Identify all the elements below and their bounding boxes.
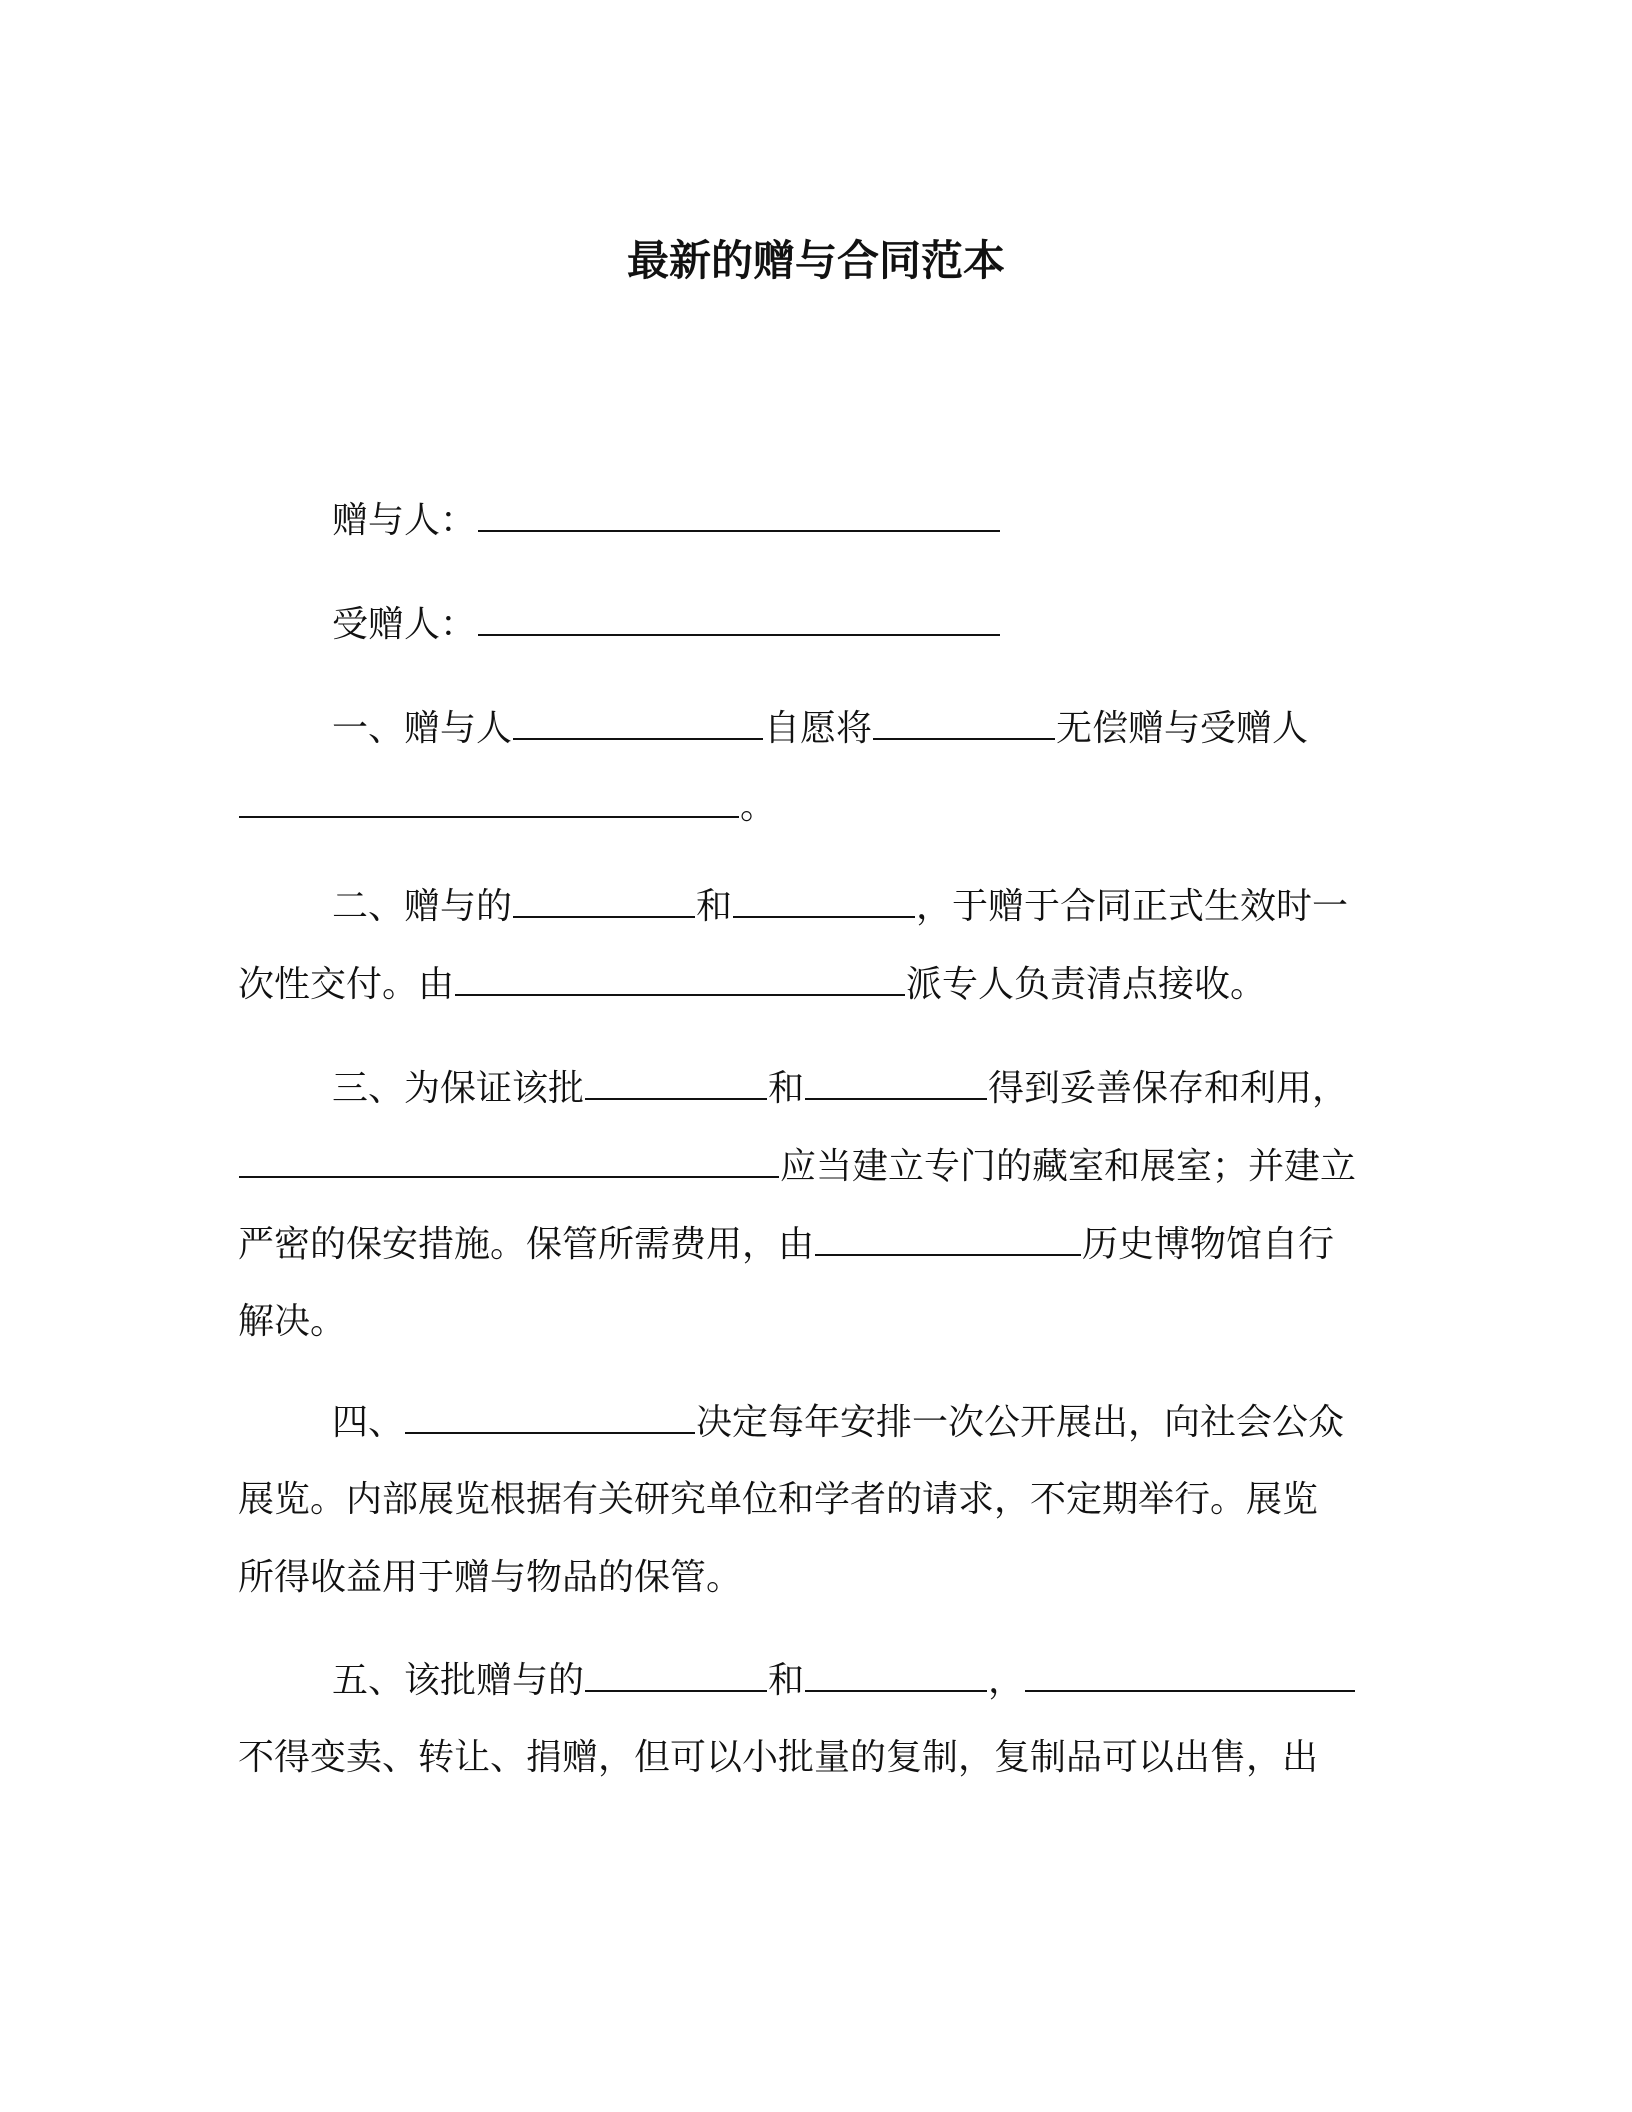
clause-3-text: 得到妥善保存和利用， xyxy=(988,1068,1349,1109)
clause-2-blank-a xyxy=(513,882,695,918)
clause-5-line-1 xyxy=(332,1656,1356,1704)
clause-3-text-5: 解决。 xyxy=(238,1301,347,1342)
clause-2-text: ，于赠于合同正式生效时一 xyxy=(916,886,1349,927)
clause-1-blank-item xyxy=(873,704,1055,740)
clause-3-line-4 xyxy=(238,1298,346,1346)
clause-1-blank-donee xyxy=(239,782,739,818)
clause-3-blank-d xyxy=(815,1220,1081,1256)
donor-field xyxy=(332,496,1002,544)
clause-5-text: 不得变卖、转让、捐赠，但可以小批量的复制，复制品可以出售，出 xyxy=(238,1737,1319,1778)
donee-blank xyxy=(478,600,1000,636)
clause-2-blank-c xyxy=(455,960,905,996)
clause-2-prefix: 二、赠与的 xyxy=(332,886,513,927)
donee-label: 受赠人： xyxy=(332,604,477,645)
clause-1-line-2 xyxy=(238,782,776,830)
clause-2-text-3: 派专人负责清点接收。 xyxy=(906,964,1267,1005)
clause-4-text: 决定每年安排一次公开展出，向社会公众 xyxy=(696,1402,1345,1443)
clause-4-line-2 xyxy=(238,1476,1318,1524)
clause-3-blank-b xyxy=(805,1064,987,1100)
clause-4-line-1 xyxy=(332,1398,1344,1446)
clause-3-and: 和 xyxy=(768,1068,805,1109)
donor-label: 赠与人： xyxy=(332,500,477,541)
clause-1-blank-donor xyxy=(513,704,763,740)
clause-5-blank-b xyxy=(805,1656,987,1692)
clause-5-comma: ， xyxy=(988,1660,1025,1701)
clause-1-text-2: 无偿赠与受赠人 xyxy=(1056,708,1309,749)
clause-5-and: 和 xyxy=(768,1660,805,1701)
clause-3-blank-a xyxy=(585,1064,767,1100)
clause-5-prefix: 五、该批赠与的 xyxy=(332,1660,585,1701)
clause-4-blank xyxy=(405,1398,695,1434)
clause-4-line-3 xyxy=(238,1554,742,1602)
donor-blank xyxy=(478,496,1000,532)
document-title: 最新的赠与合同范本 xyxy=(626,236,1005,285)
clause-3-prefix: 三、为保证该批 xyxy=(332,1068,585,1109)
clause-1-end: 。 xyxy=(740,786,777,827)
clause-3-text-3: 严密的保安措施。保管所需费用，由 xyxy=(238,1224,815,1265)
clause-5-line-2 xyxy=(238,1734,1318,1782)
clause-1-text: 自愿将 xyxy=(764,708,873,749)
clause-4-text-3: 所得收益用于赠与物品的保管。 xyxy=(238,1557,743,1598)
clause-2-text-2: 次性交付。由 xyxy=(238,964,455,1005)
clause-4-text-2: 展览。内部展览根据有关研究单位和学者的请求，不定期举行。展览 xyxy=(238,1479,1319,1520)
clause-2-and: 和 xyxy=(696,886,733,927)
clause-2-blank-b xyxy=(733,882,915,918)
clause-5-blank-a xyxy=(585,1656,767,1692)
clause-3-blank-c xyxy=(239,1142,779,1178)
clause-3-line-1 xyxy=(332,1064,1348,1112)
clause-3-line-3 xyxy=(238,1220,1334,1268)
clause-1-prefix: 一、赠与人 xyxy=(332,708,513,749)
clause-4-prefix: 四、 xyxy=(332,1402,405,1443)
clause-3-line-2 xyxy=(238,1142,1356,1190)
clause-3-text-2: 应当建立专门的藏室和展室；并建立 xyxy=(780,1146,1357,1187)
clause-1-line-1 xyxy=(332,704,1308,752)
donee-field xyxy=(332,600,1002,648)
clause-2-line-1 xyxy=(332,882,1348,930)
clause-2-line-2 xyxy=(238,960,1266,1008)
clause-5-blank-c xyxy=(1025,1656,1355,1692)
clause-3-text-4: 历史博物馆自行 xyxy=(1082,1224,1335,1265)
